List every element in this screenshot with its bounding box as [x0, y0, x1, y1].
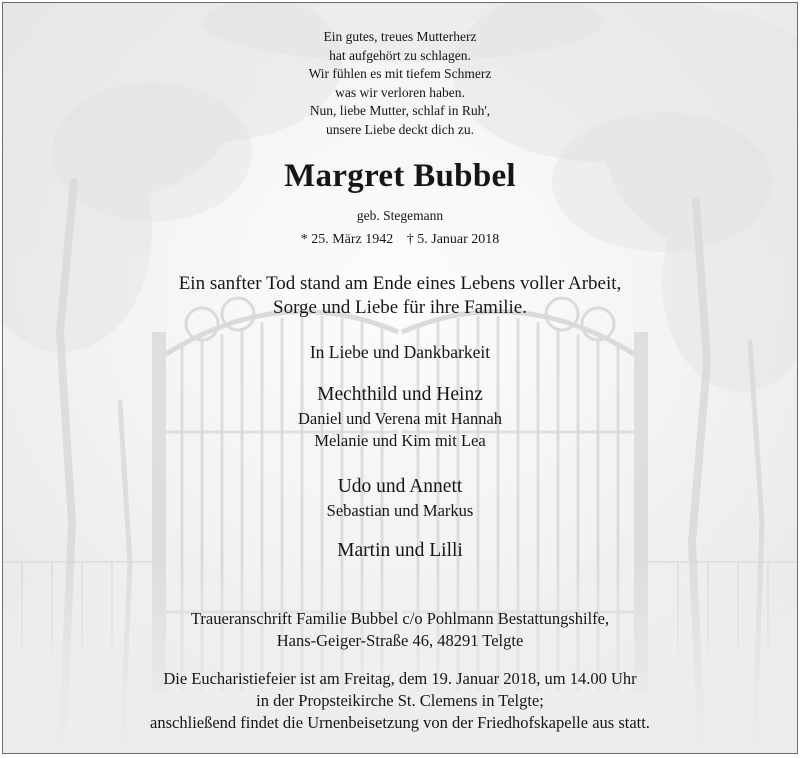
condolence-address: [2, 608, 798, 652]
mourner-main: Udo und Annett: [337, 476, 463, 497]
poem-line: Ein gutes, treues Mutterherz: [323, 29, 477, 44]
life-dates: [2, 232, 798, 248]
poem-line: was wir verloren haben.: [335, 84, 465, 100]
ceremony-line: anschließend findet die Urnenbeisetzung von der Friedhofskapelle aus statt.: [150, 713, 650, 732]
ceremony-line: in der Propsteikirche St. Clemens in Telgte;: [256, 691, 544, 710]
mourner-sub: Melanie und Kim mit Lea: [314, 431, 486, 450]
tribute-line: Ein sanfter Tod stand am Ende eines Lebens voller Arbeit,: [178, 273, 622, 294]
birth-date: * 25. März 1942: [300, 232, 394, 247]
poem-line: Wir fühlen es mit tiefem Schmerz: [308, 66, 492, 82]
poem-line: hat aufgehört zu schlagen.: [329, 47, 471, 63]
mourner-group: [2, 538, 798, 564]
address-line: Traueranschrift Familie Bubbel c/o Pohlmann Bestattungshilfe,: [190, 609, 610, 628]
mourner-main: Martin und Lilli: [337, 540, 463, 561]
maiden-name: geb. Stegemann: [356, 208, 444, 223]
death-date: † 5. Januar 2018: [406, 232, 500, 247]
poem-line: unsere Liebe deckt dich zu.: [325, 121, 475, 137]
address-line: Hans-Geiger-Straße 46, 48291 Telgte: [276, 631, 524, 650]
mourner-main: Mechthild und Heinz: [317, 384, 483, 405]
poem-line: Nun, liebe Mutter, schlaf in Ruh',: [309, 103, 491, 119]
deceased-name: Margret Bubbel: [284, 158, 516, 194]
mourner-sub: Sebastian und Markus: [326, 501, 474, 520]
mourner-group: [2, 382, 798, 452]
tribute-line: Sorge und Liebe für ihre Familie.: [273, 297, 527, 318]
mourner-sub: Daniel und Verena mit Hannah: [297, 409, 503, 428]
ceremony-line: Die Eucharistiefeier ist am Freitag, dem 19. Januar 2018, um 14.00 Uhr: [163, 669, 637, 688]
memorial-poem: [2, 28, 798, 140]
mourner-group: [2, 474, 798, 522]
mourners-intro: In Liebe und Dankbarkeit: [309, 342, 491, 362]
tribute-text: [2, 272, 798, 320]
obituary-notice: [2, 2, 798, 754]
ceremony-details: [2, 668, 798, 734]
